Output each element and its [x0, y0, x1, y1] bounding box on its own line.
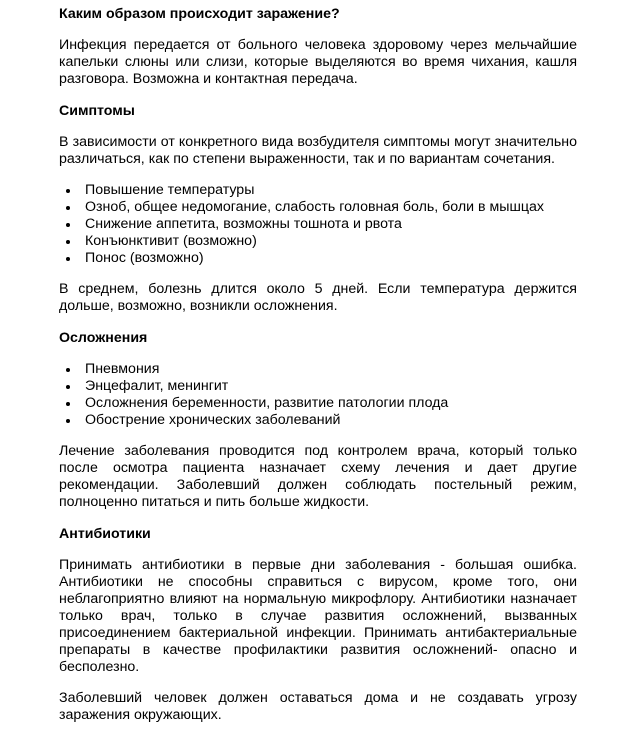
symptoms-list — [59, 182, 577, 267]
list-item: Конъюнктивит (возможно) — [85, 233, 577, 250]
list-item: Энцефалит, менингит — [85, 378, 577, 395]
heading-symptoms: Симптомы — [59, 103, 135, 119]
list-item: Осложнения беременности, развитие патологии плода — [85, 395, 577, 412]
paragraph-symptoms-intro: В зависимости от конкретного вида возбудителя симптомы могут значительно различаться, как по степени выраженности, так и по вариантам сочетания. — [59, 134, 577, 167]
paragraph-antibiotics: Принимать антибиотики в первые дни заболевания - большая ошибка. Антибиотики не способны справиться с вирусом, кроме того, они неблагоприятно влияют на нормальную микрофлору. Антибиотики назначает только врач, только в случае развития осложнений, вызванных присоединением бактериальной инфекции. Принимать антибактериальные препараты в качестве профилактики развития осложнений- опасно и бесполезно. — [59, 557, 577, 675]
paragraph-symptoms-outro: В среднем, болезнь длится около 5 дней. Если температура держится дольше, возможно, возникли осложнения. — [59, 281, 577, 314]
heading-transmission: Каким образом происходит заражение? — [59, 6, 340, 22]
list-item: Снижение аппетита, возможны тошнота и рвота — [85, 216, 577, 233]
paragraph-treatment: Лечение заболевания проводится под контролем врача, который только после осмотра пациента назначает схему лечения и дает другие рекомендации. Заболевший должен соблюдать постельный режим, полноценно питаться и пить больше жидкости. — [59, 443, 577, 510]
list-item: Повышение температуры — [85, 182, 577, 199]
paragraph-transmission: Инфекция передается от больного человека здоровому через мельчайшие капельки слюны или слизи, которые выделяются во время чихания, кашля разговора. Возможна и контактная передача. — [59, 37, 577, 87]
heading-antibiotics: Антибиотики — [59, 526, 151, 542]
list-item: Озноб, общее недомогание, слабость головная боль, боли в мышцах — [85, 199, 577, 216]
complications-list — [59, 361, 577, 429]
heading-complications: Осложнения — [59, 330, 148, 346]
list-item: Пневмония — [85, 361, 577, 378]
list-item: Обострение хронических заболеваний — [85, 412, 577, 429]
paragraph-closing: Заболевший человек должен оставаться дома и не создавать угрозу заражения окружающих. — [59, 690, 577, 723]
list-item: Понос (возможно) — [85, 250, 577, 267]
